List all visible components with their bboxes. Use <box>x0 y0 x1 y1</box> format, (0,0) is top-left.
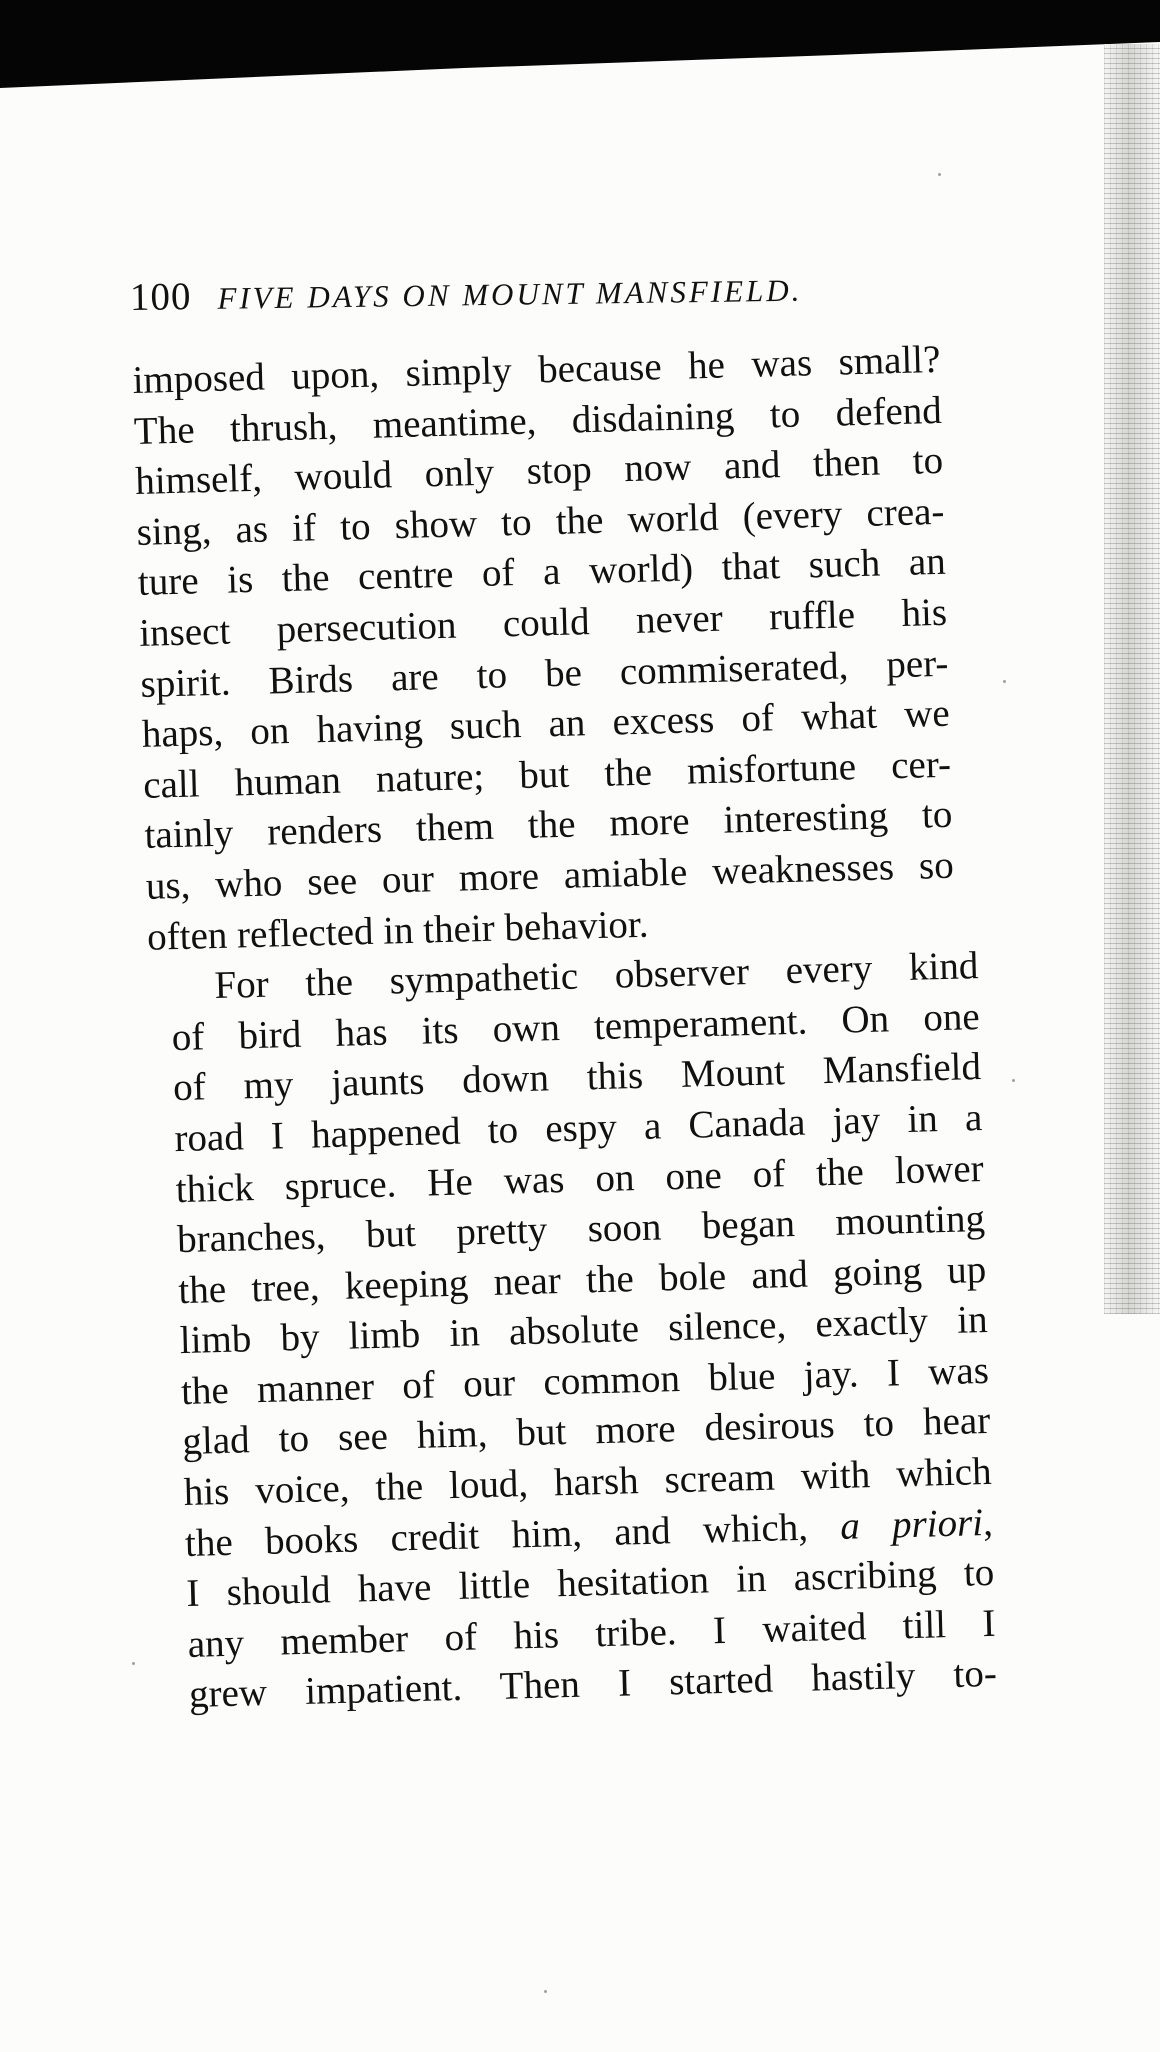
text-line: of bird has its own temperament. On one <box>171 994 981 1059</box>
text-line: limb by limb in absolute silence, exactly in <box>179 1298 989 1363</box>
text-segment: the books credit him, and which, <box>184 1504 841 1565</box>
text-line: insect persecution could never ruffle his <box>138 590 948 655</box>
paper-speck <box>132 1662 135 1665</box>
body-text <box>132 334 998 1735</box>
paper-speck <box>1003 680 1006 683</box>
text-line: us, who see our more amiable weaknesses so <box>145 843 955 908</box>
text-line: imposed upon, simply because he was small? <box>132 337 941 402</box>
text-line: spirit. Birds are to be commiserated, per- <box>140 641 949 706</box>
paper-speck <box>1012 1079 1015 1082</box>
text-line: himself, would only stop now and then to <box>134 439 944 504</box>
text-line: ture is the centre of a world) that such an <box>137 540 947 605</box>
text-line: often reflected in their behavior. <box>146 902 649 959</box>
page-edge-texture <box>1104 44 1160 1314</box>
text-line: I should have little hesitation in ascribing to <box>185 1551 995 1616</box>
text-line: sing, as if to show to the world (every crea- <box>136 489 945 554</box>
paper-speck <box>544 1990 547 1993</box>
text-line: tainly renders them the more interesting to <box>143 793 953 858</box>
text-line: road I happened to espy a Canada jay in a <box>173 1095 983 1161</box>
paper-speck <box>938 173 941 176</box>
text-line: of my jaunts down this Mount Mansfield <box>172 1045 982 1110</box>
text-line: the manner of our common blue jay. I was <box>180 1348 990 1413</box>
text-line: branches, but pretty soon began mounting <box>176 1197 986 1262</box>
italic-phrase: a priori <box>839 1500 984 1548</box>
text-segment: , <box>982 1500 994 1544</box>
page-number: 100 <box>129 275 192 319</box>
text-line: The thrush, meantime, disdaining to defend <box>133 388 943 453</box>
page-header <box>130 264 931 331</box>
paragraph-start-line: For the sympathetic observer every kind <box>213 944 979 1008</box>
text-line: any member of his tribe. I waited till I <box>187 1601 997 1666</box>
text-line: haps, on having such an excess of what we <box>141 691 951 757</box>
text-line: thick spruce. He was on one of the lower <box>175 1146 985 1211</box>
text-line: grew impatient. Then I started hastily to- <box>188 1652 998 1717</box>
text-line: the tree, keeping near the bole and going up <box>177 1247 987 1312</box>
text-line: his voice, the loud, harsh scream with which <box>183 1449 993 1515</box>
scan-shadow <box>0 0 1160 100</box>
text-line: call human nature; but the misfortune cer- <box>142 742 952 807</box>
text-line: glad to see him, but more desirous to hear <box>181 1399 991 1464</box>
running-head: FIVE DAYS ON MOUNT MANSFIELD. <box>217 272 803 316</box>
